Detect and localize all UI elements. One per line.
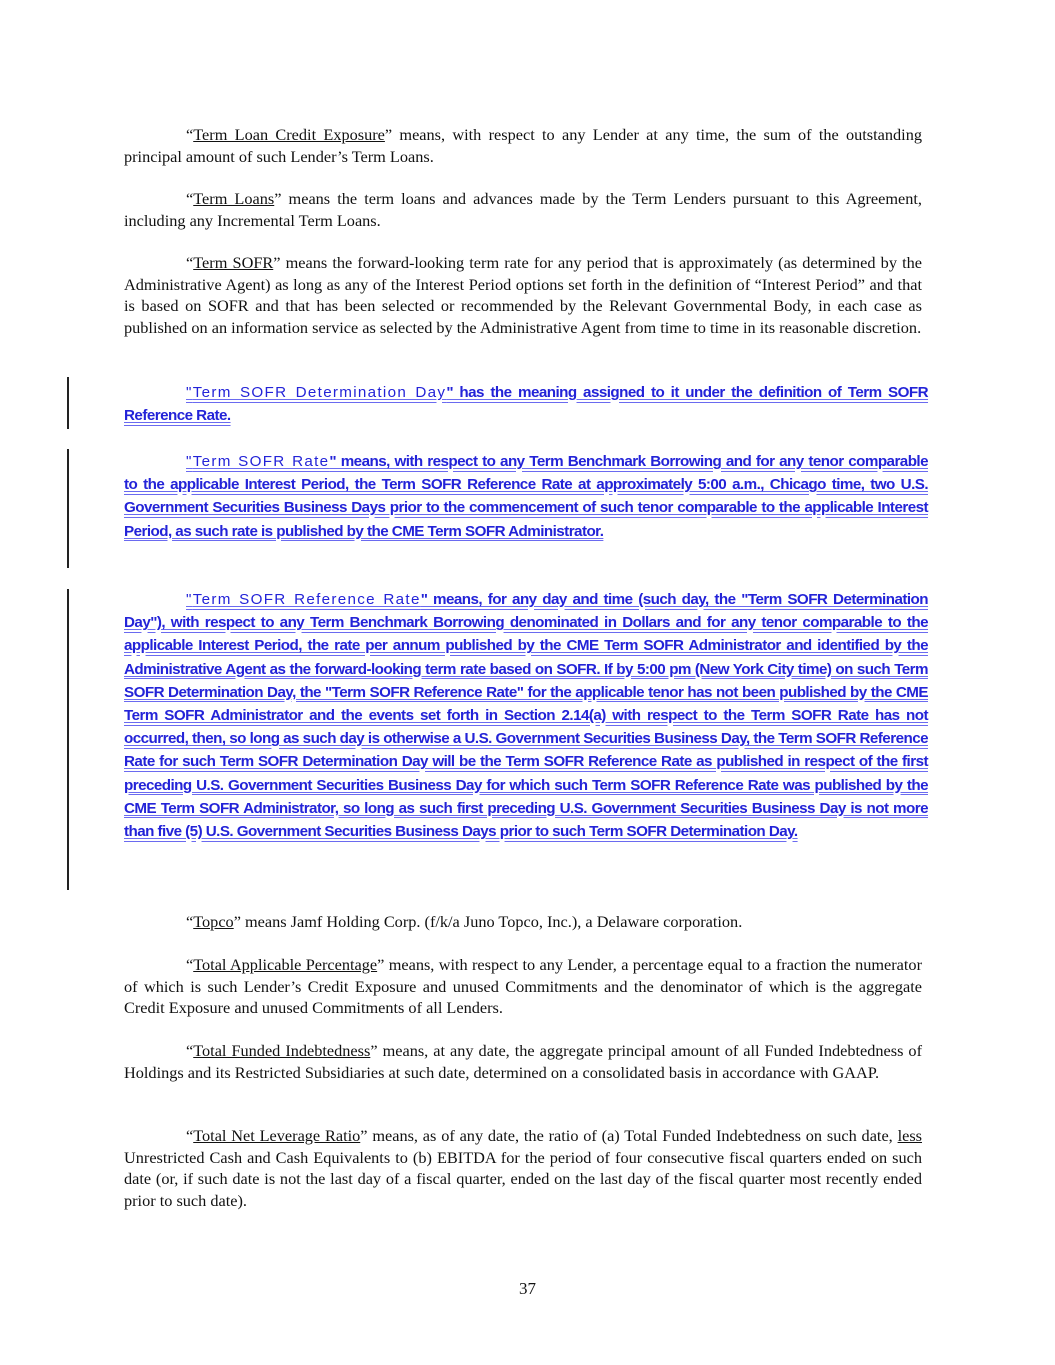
defined-term: Topco [193, 912, 234, 931]
definition-text: means Jamf Holding Corp. (f/k/a Juno Topco, Inc.), a Delaware corporation. [240, 912, 743, 931]
quote: “ [186, 125, 194, 144]
definition-total-applicable-percentage [124, 954, 922, 1019]
definition-term-loans [124, 188, 922, 231]
definition-text: " means, for any day and time (such day, the "Term SOFR Determination Day"), with respect to any Term Benchmark Borrowing denominated in Dollars and for any tenor comparable to the applicable Interest Period, the rate per annum published by the CME Term SOFR Administrator and identified by the Administrative Agent as the forward-looking term rate based on SOFR. If by 5:00 pm (New York City time) on such Term SOFR Determination Day, the "Term SOFR Reference Rate" for the applicable tenor has not been published by the CME Term SOFR Administrator and the events set forth in Section 2.14(a) with respect to the Term SOFR Rate has not occurred, then, so long as such day is otherwise a U.S. Government Securities Business Day, the Term SOFR Reference Rate for such Term SOFR Determination Day will be the Term SOFR Reference Rate as published in respect of the first preceding U.S. Government Securities Business Day for which such Term SOFR Reference Rate was published by the CME Term SOFR Administrator, so long as such first preceding U.S. Government Securities Business Day is not more than five (5) U.S. Government Securities Business Days prior to such Term SOFR Determination Day. [124, 591, 928, 841]
definition-text: means, with respect to any Lender, a percentage equal to a fraction the numerator of which is such Lender’s Credit Exposure and unused Commitments and the denominator of which is the aggregate Credit Exposure and unused Commitments of all Lenders. [124, 955, 922, 1017]
change-bar [67, 377, 69, 429]
change-bar [67, 589, 69, 890]
quote: “ [186, 1126, 194, 1145]
definition-text: " has the meaning assigned to it under the definition of Term SOFR Reference Rate. [124, 384, 929, 425]
defined-term: Total Applicable Percentage [193, 955, 378, 974]
defined-term: Term SOFR Determination Day [192, 384, 447, 401]
quote: ” [370, 1041, 378, 1060]
inserted-definition-term-sofr-determination-day [124, 381, 928, 427]
quote: “ [186, 912, 194, 931]
defined-term: Term SOFR Rate [192, 453, 330, 470]
defined-term: Term Loan Credit Exposure [193, 125, 385, 144]
definition-text: " means, with respect to any Term Benchmark Borrowing and for any tenor comparable to the applicable Interest Period, the Term SOFR Reference Rate at approximately 5:00 a.m., Chicago time, two U.S. Government Securities Business Days prior to the commencement of such tenor comparable to the applicable Interest Period, as such rate is published by the CME Term SOFR Administrator. [124, 453, 928, 540]
definition-text: means the term loans and advances made by the Term Lenders pursuant to this Agreement, including any Incremental Term Loans. [124, 189, 922, 230]
defined-term: Term SOFR Reference Rate [192, 591, 421, 608]
quote: ” [274, 189, 282, 208]
quote: “ [186, 189, 194, 208]
definition-text: means, as of any date, the ratio of (a) Total Funded Indebtedness on such date, [367, 1126, 898, 1145]
page-number: 37 [519, 1279, 536, 1298]
emphasis-less: less [897, 1126, 922, 1145]
inserted-definition-term-sofr-reference-rate [124, 588, 928, 843]
defined-term: Total Net Leverage Ratio [193, 1126, 361, 1145]
definition-term-loan-credit-exposure [124, 124, 922, 167]
definition-topco [124, 911, 922, 933]
definition-text: means, with respect to any Lender at any time, the sum of the outstanding principal amount of such Lender’s Term Loans. [124, 125, 922, 166]
definition-text: Unrestricted Cash and Cash Equivalents to (b) EBITDA for the period of four consecutive fiscal quarters ended on such date (or, if such date is not the last day of a fiscal quarter, ended on the last day of the fiscal quarter most recently ended prior to such date). [124, 1147, 922, 1210]
quote: “ [186, 955, 194, 974]
defined-term: Term Loans [193, 189, 275, 208]
quote: " [186, 384, 193, 401]
defined-term: Term SOFR [193, 253, 274, 272]
quote: ” [233, 912, 241, 931]
definition-text: means the forward-looking term rate for any period that is approximately (as determined by the Administrative Agent) as long as any of the Interest Period options set forth in the definition of “Interest Period” and that is based on SOFR and that has been selected or recommended by the Relevant Governmental Body, in each case as published on an information service as selected by the Administrative Agent from time to time in its reasonable discretion. [124, 253, 923, 337]
definition-total-funded-indebtedness [124, 1040, 922, 1083]
inserted-definition-term-sofr-rate [124, 450, 928, 543]
definition-text: means, at any date, the aggregate principal amount of all Funded Indebtedness of Holdings and its Restricted Subsidiaries at such date, determined on a consolidated basis in accordance with GAAP. [124, 1041, 922, 1082]
defined-term: Total Funded Indebtedness [193, 1041, 371, 1060]
quote: ” [273, 253, 281, 272]
definition-total-net-leverage-ratio [124, 1125, 922, 1211]
quote: " [186, 453, 193, 470]
quote: ” [360, 1126, 368, 1145]
quote: ” [377, 955, 385, 974]
quote: ” [384, 125, 393, 144]
definition-term-sofr [124, 252, 922, 338]
quote: " [186, 591, 193, 608]
quote: “ [186, 1041, 194, 1060]
change-bar [67, 449, 69, 568]
quote: “ [186, 253, 194, 272]
